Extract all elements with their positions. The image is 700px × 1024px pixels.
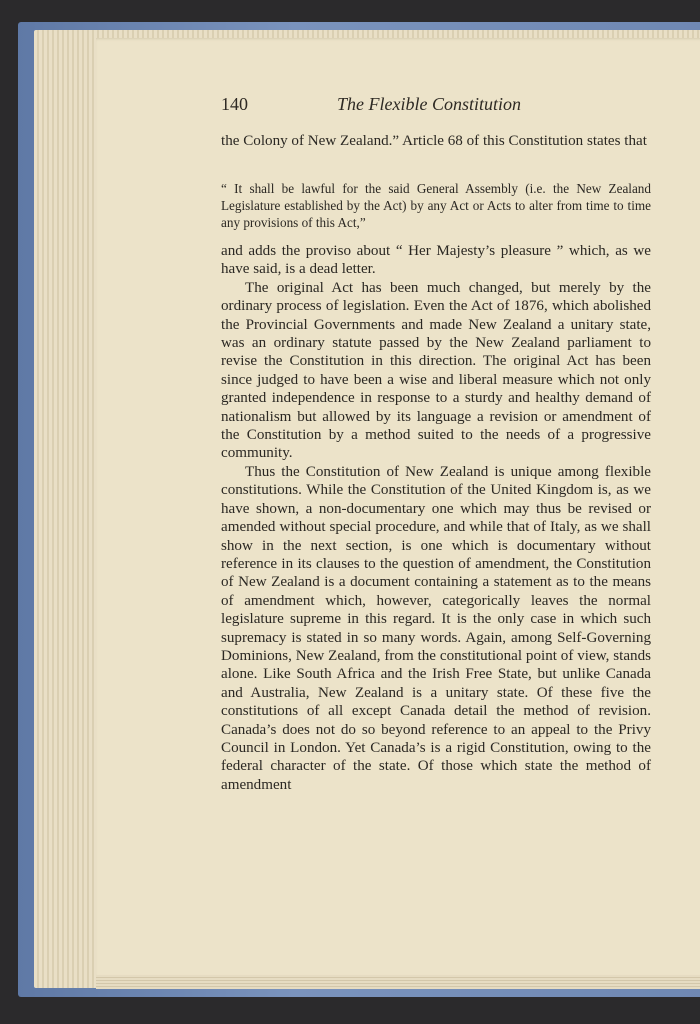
page-bottom-edges <box>96 975 700 989</box>
body-text <box>221 242 651 794</box>
page-header <box>221 94 651 120</box>
running-title: The Flexible Constitution <box>337 94 521 114</box>
paragraph-unique: Thus the Constitution of New Zealand is unique among flexible constitutions. While the Constitution of the United Kingdom is, as we have shown, a non-documentary one which may thus be revised or amended without special procedure, and while that of Italy, as we shall show in the next section, is one which is documentary without reference in its clauses to the question of amendment, the Constitution of New Zealand is a document containing a statement as to the means of amendment which, however, categorically leaves the normal legislature supreme in this regard. It is the only case in which such supremacy is stated in so many words. Again, among Self-Governing Dominions, New Zealand, from the constitutional point of view, stands alone. Like South Africa and the Irish Free State, but unlike Canada and Australia, New Zealand is a unitary state. Of these five the constitutions of all except Canada detail the method of revision. Canada’s does not do so beyond reference to an appeal to the Privy Council in London. Yet Canada’s is a rigid Constitution, owing to the federal character of the state. Of those which state the method of amendment <box>221 463 651 793</box>
page-number: 140 <box>221 94 248 114</box>
intro-text: the Colony of New Zealand.” Article 68 of this Constitution states that <box>221 133 647 149</box>
paragraph-original-act: The original Act has been much changed, but merely by the ordinary process of legislation. Even the Act of 1876, which abolished the Provincial Governments and made New Zealand a unitary state, was an ordinary statute passed by the New Zealand parliament to revise the Constitution in this direction. The original Act has been since judged to have been a wise and liberal measure which not only granted independence in response to a sturdy and healthy demand of nationalism but allowed by its language a revision or amendment of the Constitution by a method suited to the needs of a progressive community. <box>221 279 651 462</box>
block-quote: “ It shall be lawful for the said General Assembly (i.e. the New Zealand Legislature established by the Act) by any Act or Acts to alter from time to time any provisions of this Act,” <box>221 181 651 230</box>
paragraph-proviso: and adds the proviso about “ Her Majesty’s pleasure ” which, as we have said, is a dead letter. <box>221 243 651 278</box>
